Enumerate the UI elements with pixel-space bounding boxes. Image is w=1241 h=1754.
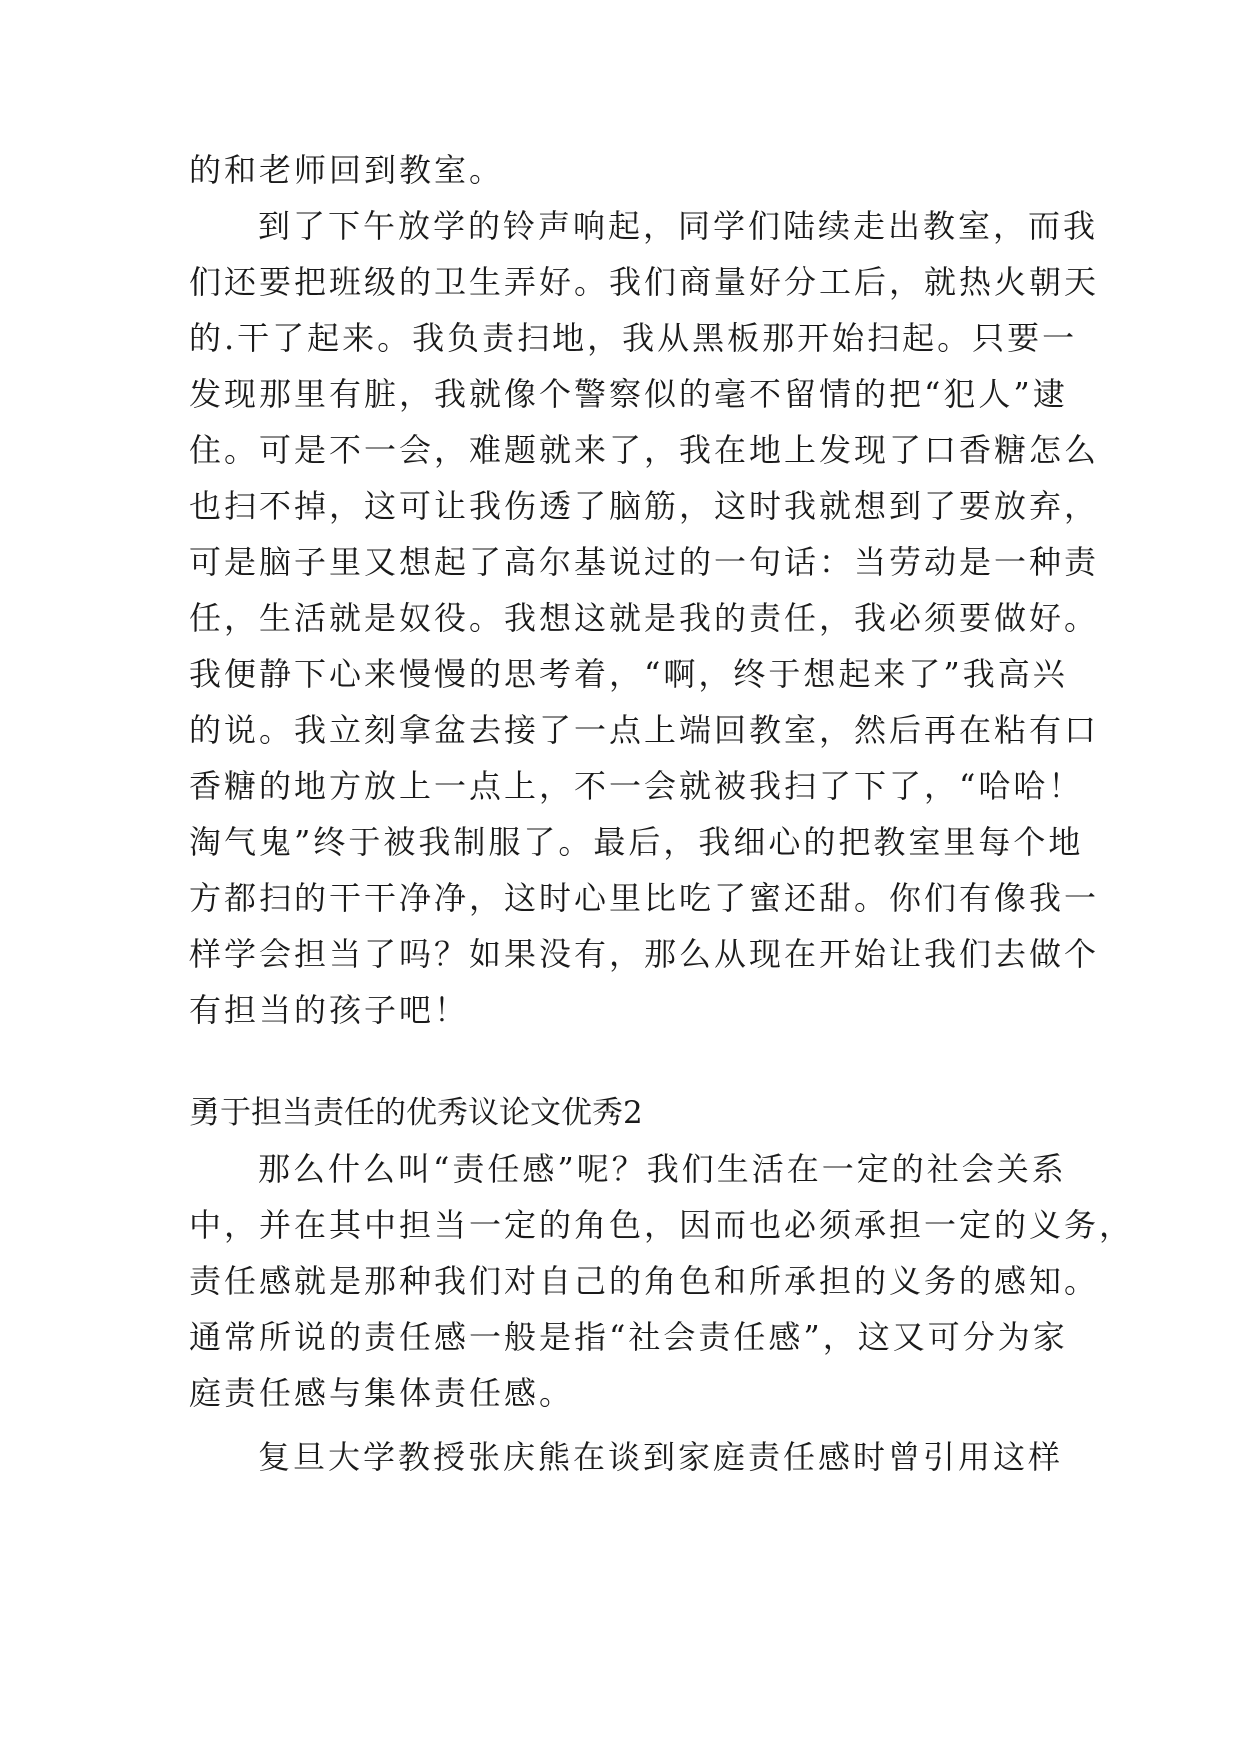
text-line: 也扫不掉，这可让我伤透了脑筋，这时我就想到了要放弃， — [189, 487, 1100, 525]
text-line: 住。可是不一会，难题就来了，我在地上发现了口香糖怎么 — [189, 431, 1100, 469]
text-line: 的.干了起来。我负责扫地，我从黑板那开始扫起。只要一 — [189, 319, 1078, 357]
text-line: 可是脑子里又想起了高尔基说过的一句话：当劳动是一种责 — [189, 543, 1100, 581]
paragraph-start-line: 那么什么叫“责任感”呢？我们生活在一定的社会关系 — [258, 1150, 1067, 1188]
text-line: 任，生活就是奴役。我想这就是我的责任，我必须要做好。 — [189, 599, 1100, 637]
text-line: 发现那里有脏，我就像个警察似的毫不留情的把“犯人”逮 — [189, 375, 1068, 413]
text-line: 我便静下心来慢慢的思考着，“啊，终于想起来了”我高兴 — [189, 655, 1068, 693]
text-line: 方都扫的干干净净，这时心里比吃了蜜还甜。你们有像我一 — [189, 879, 1100, 917]
text-line: 的和老师回到教室。 — [189, 151, 505, 189]
text-line: 淘气鬼”终于被我制服了。最后，我细心的把教室里每个地 — [189, 823, 1084, 861]
section-heading: 勇于担当责任的优秀议论文优秀2 — [189, 1095, 643, 1131]
text-line: 们还要把班级的卫生弄好。我们商量好分工后，就热火朝天 — [189, 263, 1100, 301]
text-line: 通常所说的责任感一般是指“社会责任感”，这又可分为家 — [189, 1318, 1068, 1356]
text-line: 责任感就是那种我们对自己的角色和所承担的义务的感知。 — [189, 1262, 1100, 1300]
text-line: 庭责任感与集体责任感。 — [189, 1374, 575, 1412]
text-line: 中，并在其中担当一定的角色，因而也必须承担一定的义务， — [189, 1206, 1135, 1244]
text-line: 样学会担当了吗？如果没有，那么从现在开始让我们去做个 — [189, 935, 1100, 973]
text-line: 有担当的孩子吧！ — [189, 991, 470, 1029]
paragraph-start-line: 到了下午放学的铃声响起，同学们陆续走出教室，而我 — [258, 207, 1099, 245]
paragraph-start-line: 复旦大学教授张庆熊在谈到家庭责任感时曾引用这样 — [258, 1438, 1064, 1476]
text-line: 香糖的地方放上一点上，不一会就被我扫了下了，“哈哈！ — [189, 767, 1084, 805]
text-line: 的说。我立刻拿盆去接了一点上端回教室，然后再在粘有口 — [189, 711, 1100, 749]
